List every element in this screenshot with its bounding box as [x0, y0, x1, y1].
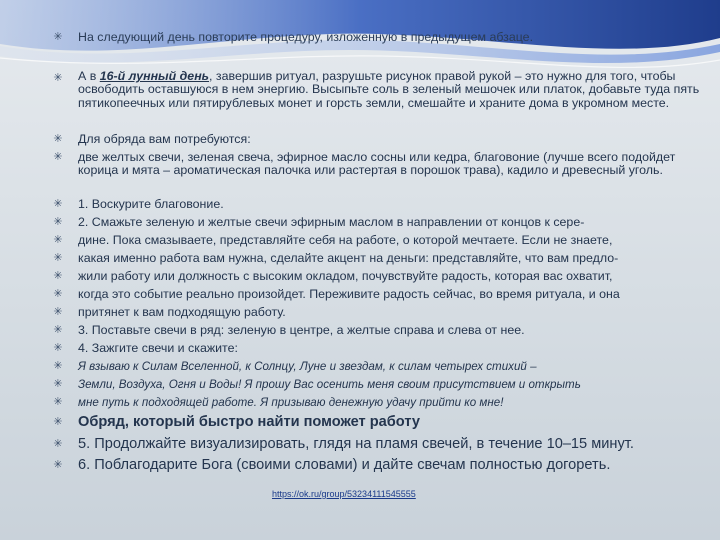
bullet-icon: ✳: [53, 216, 63, 228]
step-line: жили работу или должность с высоким окладом, почувствуйте радость, которая вас охватит,: [78, 269, 613, 283]
bullet-icon: ✳: [53, 342, 63, 354]
step-line: 2. Смажьте зеленую и желтые свечи эфирным маслом в направлении от концов к сере-: [78, 215, 585, 229]
ritual-need-text: Для обряда вам потребуются:: [78, 132, 251, 146]
bullet-icon: ✳: [53, 252, 63, 264]
step-line: когда это событие реально произойдет. Переживите радость сейчас, во время ритуала, и она: [78, 287, 620, 301]
ending-heading: Обряд, который быстро найти поможет работу: [78, 414, 420, 430]
ending-line: 5. Продолжайте визуализировать, глядя на пламя свечей, в течение 10–15 минут.: [78, 436, 634, 452]
bullet-icon: ✳: [53, 378, 63, 390]
bullet-icon: ✳: [53, 31, 63, 43]
lunar-day-prefix: А в: [78, 69, 100, 83]
step-line: 3. Поставьте свечи в ряд: зеленую в центре, а желтые справа и слева от нее.: [78, 323, 525, 337]
bullet-icon: ✳: [53, 306, 63, 318]
incantation-line: Я взываю к Силам Вселенной, к Солнцу, Луне и звездам, к силам четырех стихий –: [78, 360, 537, 373]
lunar-day-paragraph: [78, 70, 712, 110]
bullet-icon: ✳: [53, 270, 63, 282]
bullet-icon: ✳: [53, 416, 63, 428]
step-line: притянет к вам подходящую работу.: [78, 305, 286, 319]
bullet-icon: ✳: [53, 151, 63, 163]
bullet-icon: ✳: [53, 72, 63, 84]
bullet-icon: ✳: [53, 133, 63, 145]
bullet-icon: ✳: [53, 288, 63, 300]
step-line: дине. Пока смазываете, представляйте себя на работе, о которой мечтаете. Если не знаете,: [78, 233, 613, 247]
lunar-day-highlight: 16-й лунный день: [99, 69, 210, 83]
bullet-icon: ✳: [53, 459, 63, 471]
step-line: какая именно работа вам нужна, сделайте акцент на деньги: представляйте, что вам предло-: [78, 251, 619, 265]
bullet-icon: ✳: [53, 324, 63, 336]
bullet-icon: ✳: [53, 360, 63, 372]
bullet-icon: ✳: [53, 396, 63, 408]
lunar-day-rest: , завершив ритуал, разрушьте рисунок правой рукой – это нужно для того, чтобы освободить оставшуюся в нем энергию. Высыпьте соль в зеленый мешочек или платок, добавьте туда пять пятикопеечных или пятирублевых монет и горсть земли, смешайте и храните дома в укромном месте.: [78, 69, 700, 110]
step-line: 4. Зажгите свечи и скажите:: [78, 341, 238, 355]
bullet-icon: ✳: [53, 438, 63, 450]
intro-text: На следующий день повторите процедуру, изложенную в предыдущем абзаце.: [78, 30, 534, 44]
bullet-icon: ✳: [53, 234, 63, 246]
source-link[interactable]: https://ok.ru/group/53234111545555: [272, 489, 416, 499]
items-paragraph: две желтых свечи, зеленая свеча, эфирное масло сосны или кедра, благовоние (лучше всего подойдет корица и мята – ароматическая палочка или растертая в порошок трава), кадило и древесный уголь.: [78, 150, 676, 178]
bullet-icon: ✳: [53, 198, 63, 210]
incantation-line: Земли, Воздуха, Огня и Воды! Я прошу Вас осенить меня своим присутствием и открыть: [78, 378, 581, 391]
ending-line: 6. Поблагодарите Бога (своими словами) и дайте свечам полностью догореть.: [78, 457, 611, 473]
step-line: 1. Воскурите благовоние.: [78, 197, 224, 211]
incantation-line: мне путь к подходящей работе. Я призываю денежную удачу прийти ко мне!: [78, 396, 504, 409]
